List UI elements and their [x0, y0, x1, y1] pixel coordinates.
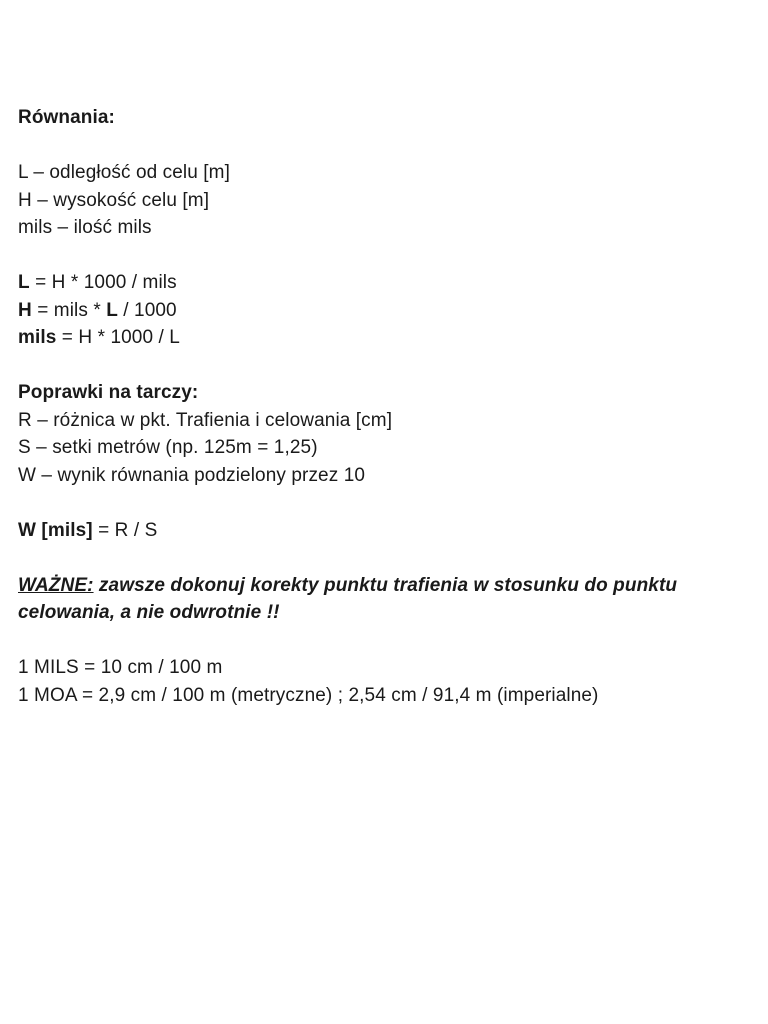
- definition-line: mils – ilość mils: [18, 217, 152, 238]
- document-page: [18, 104, 748, 709]
- important-label: WAŻNE:: [18, 574, 94, 596]
- formula-variable: mils: [18, 327, 57, 348]
- spacer: [18, 132, 748, 160]
- important-note: [18, 572, 748, 627]
- corrections-heading: Poprawki na tarczy:: [18, 382, 199, 403]
- formula-variable: L: [18, 272, 30, 293]
- conversion-line: 1 MOA = 2,9 cm / 100 m (metryczne) ; 2,54 cm / 91,4 m (imperialne): [18, 684, 599, 706]
- formula-expression: = mils *: [31, 299, 107, 321]
- formula-expression: = H * 1000 / L: [56, 327, 180, 348]
- definition-line: H – wysokość celu [m]: [18, 189, 210, 211]
- formula-line: [18, 324, 748, 352]
- formula-expression: / 1000: [117, 299, 177, 321]
- w-formula-line: [18, 517, 748, 545]
- spacer: [18, 242, 748, 270]
- page-heading: Równania:: [18, 107, 115, 128]
- correction-line: R – różnica w pkt. Trafienia i celowania [cm]: [18, 409, 393, 431]
- spacer: [18, 489, 748, 517]
- spacer: [18, 627, 748, 655]
- formula-line: [18, 297, 748, 325]
- correction-line: S – setki metrów (np. 125m = 1,25): [18, 437, 318, 458]
- conversion-line: 1 MILS = 10 cm / 100 m: [18, 657, 223, 678]
- formula-variable: L: [106, 299, 118, 321]
- spacer: [18, 352, 748, 380]
- formula-expression: = H * 1000 / mils: [29, 272, 177, 293]
- spacer: [18, 544, 748, 572]
- important-text: zawsze dokonuj korekty punktu trafienia w stosunku do punktu celowania, a nie odwrotnie !!: [18, 574, 678, 623]
- w-formula-label: W [mils]: [18, 519, 93, 541]
- correction-line: W – wynik równania podzielony przez 10: [18, 464, 366, 486]
- definition-line: L – odległość od celu [m]: [18, 162, 230, 183]
- w-formula-expression: = R / S: [92, 519, 158, 541]
- formula-line: [18, 269, 748, 297]
- formula-variable: H: [18, 299, 32, 321]
